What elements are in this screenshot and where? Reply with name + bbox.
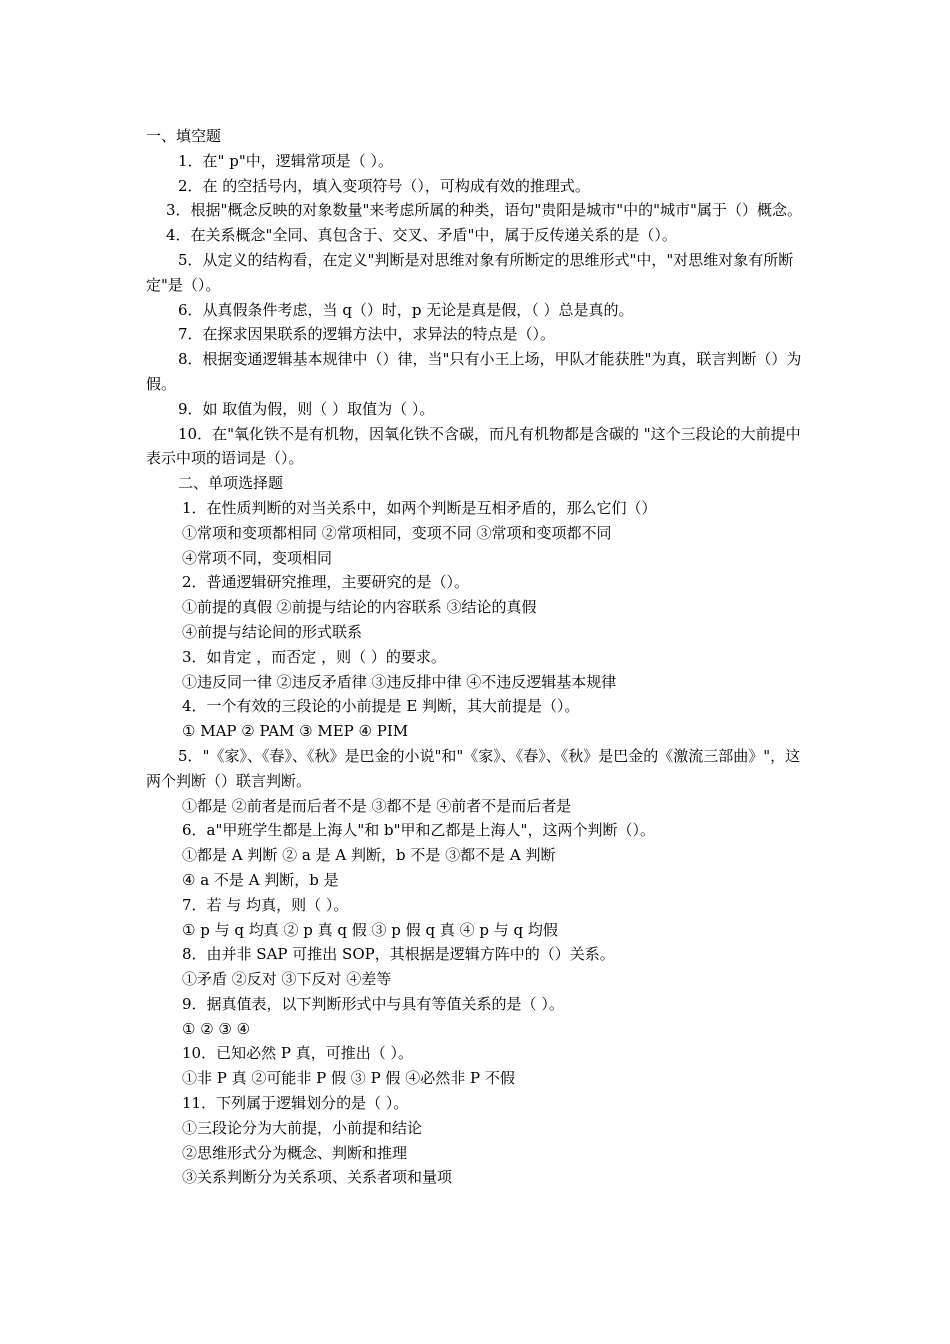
fill-question-2: 2．在 的空括号内，填入变项符号（），可构成有效的推理式。: [178, 176, 590, 195]
choice-options-4a: ① MAP ② PAM ③ MEP ④ PIM: [182, 722, 409, 741]
fill-question-9: 9．如 取值为假，则（ ）取值为（ ）。: [178, 399, 435, 418]
fill-question-6: 6．从真假条件考虑，当 q（）时，p 无论是真是假，（ ）总是真的。: [178, 300, 634, 319]
fill-question-8: 8．根据变通逻辑基本规律中（）律，当"只有小王上场，甲队才能获胜"为真，联言判断（）为假。: [146, 350, 802, 393]
section-title-single-choice: 二、单项选择题: [178, 474, 284, 493]
choice-question-10: 10．已知必然 P 真，可推出（ ）。: [182, 1044, 413, 1063]
choice-question-9: 9．据真值表，以下判断形式中与具有等值关系的是（ ）。: [182, 994, 564, 1013]
choice-question-8: 8．由并非 SAP 可推出 SOP，其根据是逻辑方阵中的（）关系。: [182, 945, 615, 964]
choice-question-11: 11．下列属于逻辑划分的是（ ）。: [182, 1094, 409, 1113]
choice-options-1a: ①常项和变项都相同 ②常项相同，变项不同 ③常项和变项都不同: [182, 523, 612, 542]
fill-question-4: 4．在关系概念"全同、真包含于、交叉、矛盾"中，属于反传递关系的是（）。: [166, 226, 677, 245]
choice-options-10a: ①非 P 真 ②可能非 P 假 ③ P 假 ④必然非 P 不假: [182, 1069, 515, 1088]
fill-question-10: 10．在"氧化铁不是有机物，因氧化铁不含碳，而凡有机物都是含碳的 "这个三段论的大前提中表示中项的语词是（）。: [146, 424, 801, 468]
document-body: [146, 124, 810, 1190]
choice-options-2b: ④前提与结论间的形式联系: [182, 622, 363, 641]
fill-question-7: 7．在探求因果联系的逻辑方法中，求异法的特点是（）。: [178, 325, 556, 344]
choice-options-11b: ②思维形式分为概念、判断和推理: [182, 1143, 408, 1162]
choice-question-3: 3．如肯定 ，而否定 ，则（ ）的要求。: [182, 647, 446, 666]
choice-question-7: 7．若 与 均真，则（ ）。: [182, 895, 349, 914]
choice-options-8a: ①矛盾 ②反对 ③下反对 ④差等: [182, 970, 392, 989]
choice-question-2: 2．普通逻辑研究推理，主要研究的是（）。: [182, 573, 470, 592]
choice-options-2a: ①前提的真假 ②前提与结论的内容联系 ③结论的真假: [182, 598, 537, 617]
section-title-fill-in: 一、填空题: [146, 127, 222, 145]
choice-options-5a: ①都是 ②前者是而后者不是 ③都不是 ④前者不是而后者是: [182, 796, 572, 815]
choice-options-6a: ①都是 A 判断 ② a 是 A 判断，b 不是 ③都不是 A 判断: [182, 846, 556, 865]
choice-options-9a: ① ② ③ ④: [182, 1019, 251, 1038]
choice-question-1: 1．在性质判断的对当关系中，如两个判断是互相矛盾的，那么它们（）: [182, 498, 657, 517]
choice-question-4: 4．一个有效的三段论的小前提是 E 判断，其大前提是（）。: [182, 697, 580, 716]
choice-question-6: 6．a"甲班学生都是上海人"和 b"甲和乙都是上海人"，这两个判断（）。: [182, 821, 655, 840]
choice-options-11a: ①三段论分为大前提，小前提和结论: [182, 1118, 423, 1137]
fill-question-5: 5．从定义的结构看，在定义"判断是对思维对象有所断定的思维形式"中，"对思维对象有所断定"是（）。: [146, 250, 794, 294]
choice-options-11c: ③关系判断分为关系项、关系者项和量项: [182, 1168, 453, 1187]
choice-question-5: 5．"《家》、《春》、《秋》是巴金的小说"和"《家》、《春》、《秋》是巴金的《激流三部曲》"，这两个判断（）联言判断。: [146, 746, 801, 790]
choice-options-6b: ④ a 不是 A 判断，b 是: [182, 870, 339, 889]
fill-question-3: 3．根据"概念反映的对象数量"来考虑所属的种类，语句"贵阳是城市"中的"城市"属于（）概念。: [166, 201, 802, 220]
choice-options-1b: ④常项不同，变项相同: [182, 548, 333, 567]
fill-question-1: 1．在" p"中，逻辑常项是（ ）。: [178, 151, 393, 170]
choice-options-3a: ①违反同一律 ②违反矛盾律 ③违反排中律 ④不违反逻辑基本规律: [182, 672, 617, 691]
choice-options-7a: ① p 与 q 均真 ② p 真 q 假 ③ p 假 q 真 ④ p 与 q 均假: [182, 920, 558, 939]
